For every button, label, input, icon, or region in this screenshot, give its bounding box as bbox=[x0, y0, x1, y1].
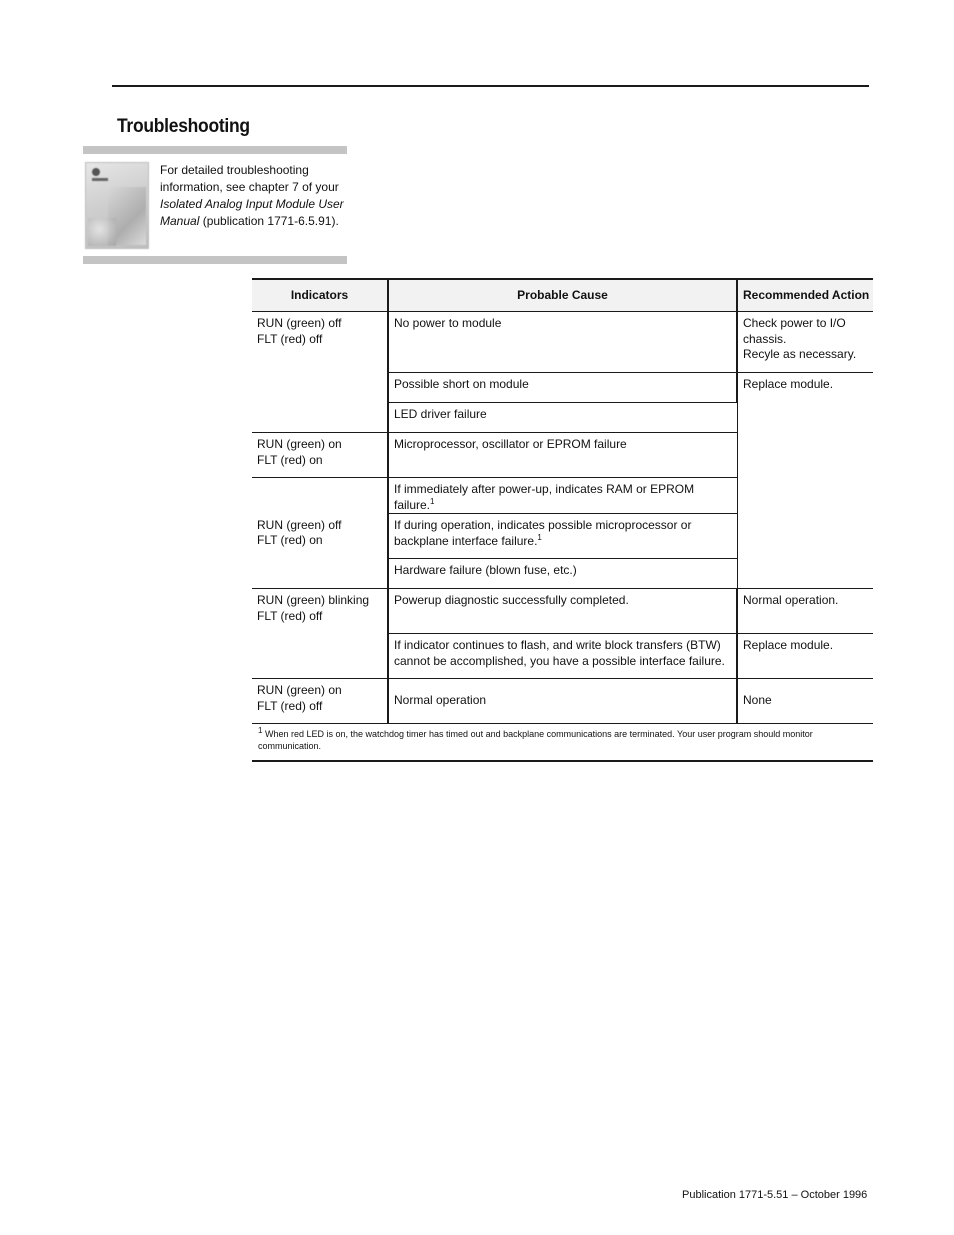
cause-cell: Possible short on module bbox=[388, 373, 737, 403]
cause-cell: Normal operation bbox=[388, 679, 737, 724]
cause-cell: Hardware failure (blown fuse, etc.) bbox=[388, 559, 737, 589]
page-title: Troubleshooting bbox=[117, 116, 250, 137]
table-row bbox=[252, 589, 873, 634]
indicator-cell: RUN (green) off FLT (red) on bbox=[252, 478, 388, 589]
table-row bbox=[252, 679, 873, 724]
side-note: For detailed troubleshooting information, see chapter 7 of your Isolated Analog Input Module User Manual (publication 1771-6.5.91). bbox=[160, 163, 344, 228]
action-cell: None bbox=[737, 679, 873, 724]
footnote-ref: 1 bbox=[537, 532, 542, 542]
action-cell: Replace module. bbox=[737, 634, 873, 679]
manual-cover-thumbnail bbox=[85, 162, 149, 249]
table-row bbox=[252, 312, 873, 373]
table-footnote-row bbox=[252, 724, 873, 762]
header-recommended-action: Recommended Action bbox=[737, 279, 873, 312]
indicator-cell: RUN (green) on FLT (red) off bbox=[252, 679, 388, 724]
cause-cell: If indicator continues to flash, and write block transfers (BTW) cannot be accomplished, you have a possible interface failure. bbox=[388, 634, 737, 679]
cause-cell: LED driver failure bbox=[388, 403, 737, 433]
side-note-bottom-bar bbox=[83, 256, 347, 264]
cause-cell: Microprocessor, oscillator or EPROM failure bbox=[388, 433, 737, 478]
cause-cell: No power to module bbox=[388, 312, 737, 373]
indicator-cell: RUN (green) on FLT (red) on bbox=[252, 433, 388, 478]
action-cell: Replace module. bbox=[737, 373, 873, 589]
manual-title: Isolated Analog Input Module User Manual bbox=[160, 197, 344, 228]
troubleshooting-table bbox=[252, 278, 873, 762]
action-cell: Normal operation. bbox=[737, 589, 873, 634]
table-header-row bbox=[252, 279, 873, 312]
header-indicators: Indicators bbox=[252, 279, 388, 312]
footnote-ref: 1 bbox=[430, 496, 435, 506]
header-probable-cause: Probable Cause bbox=[388, 279, 737, 312]
publication-footer: Publication 1771-5.51 – October 1996 bbox=[682, 1189, 868, 1201]
cause-cell: If during operation, indicates possible microprocessor or backplane interface failure.$^1$ bbox=[388, 514, 737, 559]
cause-cell: Powerup diagnostic successfully completed. bbox=[388, 589, 737, 634]
logo-mark bbox=[92, 168, 100, 176]
table-footnote: 1 When red LED is on, the watchdog timer has timed out and backplane communications are terminated. Your user program should monitor communication. bbox=[252, 724, 873, 762]
top-rule bbox=[112, 85, 869, 87]
indicator-cell: RUN (green) off FLT (red) off bbox=[252, 312, 388, 433]
side-note-top-bar bbox=[83, 146, 347, 154]
indicator-cell: RUN (green) blinking FLT (red) off bbox=[252, 589, 388, 679]
action-cell: Check power to I/O chassis. Recyle as necessary. bbox=[737, 312, 873, 373]
cause-cell: If immediately after power-up, indicates RAM or EPROM failure.$^1$ bbox=[388, 478, 737, 514]
